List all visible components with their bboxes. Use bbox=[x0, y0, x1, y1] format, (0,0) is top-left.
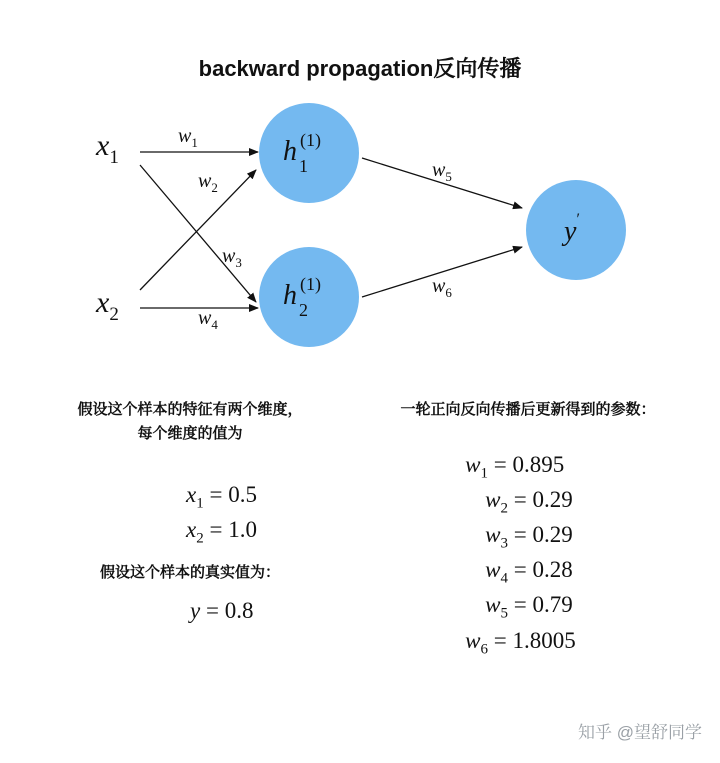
x1-equation: $x_1 = 0.5$ bbox=[186, 482, 257, 512]
label-h1-sub: 1 bbox=[299, 156, 308, 176]
truth-heading: 假设这个样本的真实值为： bbox=[99, 564, 280, 581]
x2-equation: $x_2 = 1.0$ bbox=[186, 517, 257, 547]
param-equation: $w_4 = 0.28$ bbox=[485, 557, 573, 587]
label-h1-sup: (1) bbox=[300, 130, 321, 150]
label-h2-sup: (1) bbox=[300, 274, 321, 294]
param-equation: $w_1 = 0.895$ bbox=[465, 452, 565, 482]
label-h2: h bbox=[283, 280, 297, 311]
weight-label-w3: $w_3$ bbox=[222, 245, 242, 270]
label-y: y′ bbox=[564, 211, 580, 247]
feature-heading bbox=[40, 398, 340, 446]
node-h1 bbox=[259, 103, 359, 203]
label-h1: h bbox=[283, 136, 297, 167]
label-x2: $x_2$ bbox=[96, 286, 119, 325]
node-h2 bbox=[259, 247, 359, 347]
weight-label-w4: $w_4$ bbox=[198, 307, 218, 332]
weight-label-w1: $w_1$ bbox=[178, 125, 198, 150]
page-title: backward propagation反向传播 bbox=[198, 56, 522, 81]
feature-heading-line2: 每个维度的值为 bbox=[137, 425, 243, 442]
label-x1: $x_1$ bbox=[96, 129, 119, 168]
weight-label-w6: $w_6$ bbox=[432, 275, 452, 300]
param-equation: $w_6 = 1.8005$ bbox=[465, 628, 576, 658]
weight-label-w2: $w_2$ bbox=[198, 170, 218, 195]
param-equation: $w_2 = 0.29$ bbox=[485, 487, 573, 517]
y-equation: y = 0.8 bbox=[190, 598, 254, 623]
label-h2-sub: 2 bbox=[299, 300, 308, 320]
params-heading: 一轮正向反向传播后更新得到的参数： bbox=[400, 401, 656, 418]
param-equation: $w_3 = 0.29$ bbox=[485, 522, 573, 552]
watermark: 知乎 @望舒同学 bbox=[578, 723, 702, 742]
weight-label-w5: $w_5$ bbox=[432, 159, 452, 184]
param-equation: $w_5 = 0.79$ bbox=[485, 592, 573, 622]
feature-heading-line1: 假设这个样本的特征有两个维度， bbox=[77, 401, 303, 418]
